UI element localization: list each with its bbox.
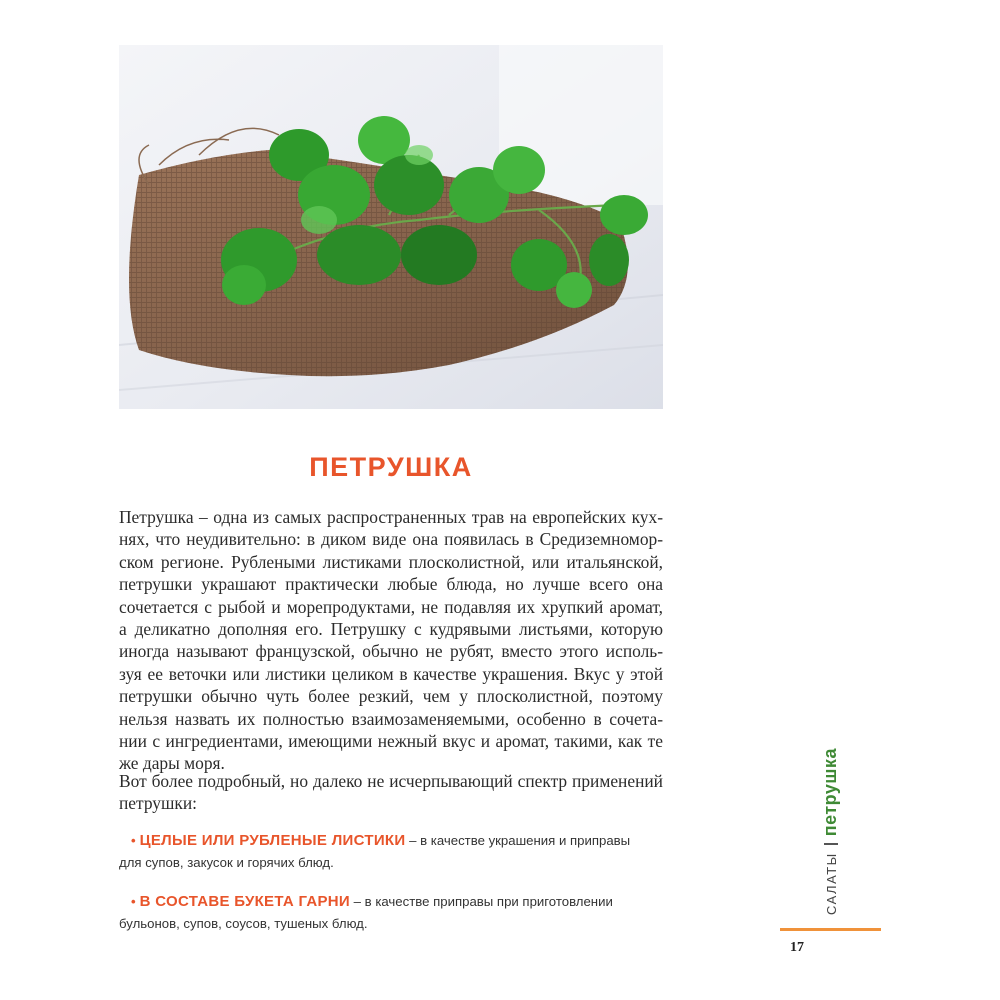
header-separator	[824, 843, 838, 845]
paragraph-line: а деликатно дополняя его. Петрушку с кудрявыми листьями, которую	[119, 619, 663, 640]
section-name: САЛАТЫ	[824, 852, 839, 915]
list-item-text: – в качестве украшения и приправы	[405, 833, 631, 848]
paragraph-line: сочетается с рыбой и морепродуктами, не подавляя их хрупкий аромат,	[119, 596, 663, 617]
paragraph-line: нельзя назвать их полностью взаимозаменяемыми, особенно в сочета-	[119, 708, 663, 729]
paragraph-line: Вот более подробный, но далеко не исчерпывающий спектр применений	[119, 771, 663, 791]
topic-name: петрушка	[820, 748, 840, 837]
uses-list	[119, 830, 664, 952]
uses-intro-paragraph	[119, 770, 663, 815]
running-header	[820, 748, 842, 915]
paragraph-line: же дары моря.	[119, 753, 225, 774]
paragraph-line: Петрушка – одна из самых распространенных трав на европейских кух-	[119, 507, 663, 527]
list-item-term: В СОСТАВЕ БУКЕТА ГАРНИ	[139, 893, 350, 910]
paragraph-line: петрушки обычно чуть более резкий, чем у плосколистной, поэтому	[119, 686, 663, 707]
intro-paragraph	[119, 506, 663, 775]
paragraph-line: зуя ее веточки или листики целиком в качестве украшения. Вкус у этой	[119, 663, 663, 684]
article-title: ПЕТРУШКА	[309, 452, 473, 482]
paragraph-line: петрушки:	[119, 793, 197, 814]
paragraph-line: петрушки украшают практически любые блюда, но лучше всего она	[119, 574, 663, 595]
parsley-photo	[119, 45, 663, 409]
paragraph-line: нях, что неудивительно: в диком виде она появилась в Средиземномор-	[119, 529, 663, 550]
bullet-dot: •	[131, 833, 136, 848]
list-item	[119, 830, 664, 874]
list-item-text: – в качестве приправы при приготовлении	[350, 894, 613, 909]
list-item-term: ЦЕЛЫЕ ИЛИ РУБЛЕНЫЕ ЛИСТИКИ	[139, 832, 406, 849]
bullet-dot: •	[131, 894, 136, 909]
paragraph-line: ском регионе. Рублеными листиками плосколистной, или итальянской,	[119, 551, 663, 572]
paragraph-line: нии с ингредиентами, имеющими нежный вкус и аромат, такими, как те	[119, 731, 663, 752]
footer-rule	[780, 928, 881, 931]
paragraph-line: иногда называют французской, обычно не рубят, вместо этого исполь-	[119, 641, 663, 662]
list-item-text: для супов, закусок и горячих блюд.	[119, 855, 334, 870]
list-item	[119, 891, 664, 935]
page-number: 17	[790, 940, 804, 955]
list-item-text: бульонов, супов, соусов, тушеных блюд.	[119, 916, 368, 931]
